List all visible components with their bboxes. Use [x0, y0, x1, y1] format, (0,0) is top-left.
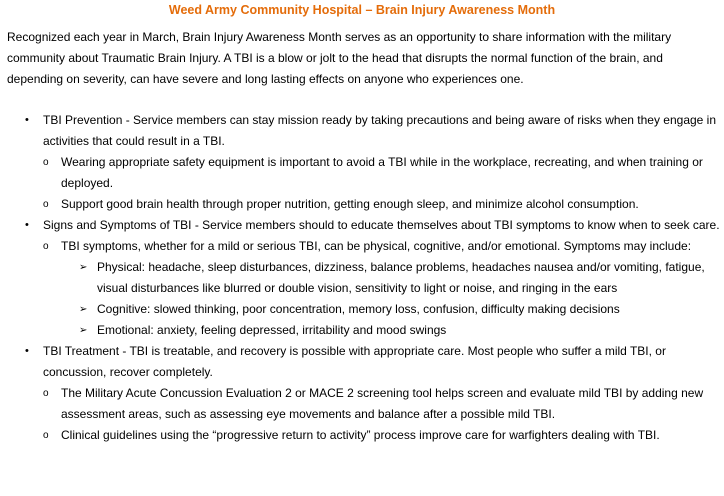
sub-bullet-list [43, 236, 720, 257]
bullet-text: TBI Prevention - Service members can stay mission ready by taking precautions and being aware of risks when they engage in activities that could result in a TBI. [43, 113, 717, 148]
symptom-list [43, 257, 720, 341]
sub-bullet-list [43, 152, 720, 215]
sub-bullet-marker: o [43, 430, 49, 441]
sub-bullet-text: Clinical guidelines using the “progressive return to activity” process improve care for warfighters dealing with TBI. [61, 428, 660, 442]
arrow-bullet-icon: ➢ [79, 304, 88, 315]
symptom-text: Emotional: anxiety, feeling depressed, irritability and mood swings [97, 323, 447, 337]
bullet-item-treatment [7, 341, 724, 446]
sub-bullet-marker: o [43, 241, 49, 252]
bullet-marker: • [25, 219, 29, 231]
bullet-text: Signs and Symptoms of TBI - Service members should to educate themselves about TBI symptoms to know when to seek care. [43, 218, 720, 232]
symptom-text: Cognitive: slowed thinking, poor concentration, memory loss, confusion, difficulty making decisions [97, 302, 620, 316]
sub-bullet-item [43, 236, 720, 257]
bullet-item-symptoms [7, 215, 724, 341]
bullet-marker: • [25, 114, 29, 126]
bullet-text: TBI Treatment - TBI is treatable, and recovery is possible with appropriate care. Most people who suffer a mild TBI, or concussion, recover completely. [43, 344, 666, 379]
symptom-item-cognitive [43, 299, 720, 320]
document-title: Weed Army Community Hospital – Brain Injury Awareness Month [168, 3, 556, 17]
sub-bullet-marker: o [43, 388, 49, 399]
sub-bullet-item [43, 194, 720, 215]
sub-bullet-text: TBI symptoms, whether for a mild or serious TBI, can be physical, cognitive, and/or emotional. Symptoms may include: [61, 239, 692, 253]
sub-bullet-text: Wearing appropriate safety equipment is important to avoid a TBI while in the workplace, recreating, and when training or deployed. [61, 155, 703, 190]
arrow-bullet-icon: ➢ [79, 325, 88, 336]
sub-bullet-item [43, 425, 720, 446]
main-bullet-list [7, 110, 724, 446]
symptom-item-physical [43, 257, 720, 299]
bullet-item-prevention [7, 110, 724, 215]
sub-bullet-marker: o [43, 199, 49, 210]
sub-bullet-text: Support good brain health through proper nutrition, getting enough sleep, and minimize alcohol consumption. [61, 197, 639, 211]
sub-bullet-item [43, 383, 720, 425]
symptom-text: Physical: headache, sleep disturbances, dizziness, balance problems, headaches nausea and/or vomiting, fatigue, visual disturbances like blurred or double vision, sensitivity to light or noise, and ringing in the ears [97, 260, 705, 295]
arrow-bullet-icon: ➢ [79, 262, 88, 273]
intro-paragraph: Recognized each year in March, Brain Injury Awareness Month serves as an opportunity to share information with the military community about Traumatic Brain Injury. A TBI is a blow or jolt to the head that disrupts the normal function of the brain, and depending on severity, can have severe and long lasting effects on anyone who experiences one. [7, 30, 672, 86]
sub-bullet-item [43, 152, 720, 194]
symptom-item-emotional [43, 320, 720, 341]
bullet-marker: • [25, 345, 29, 357]
sub-bullet-list [43, 383, 720, 446]
sub-bullet-marker: o [43, 157, 49, 168]
sub-bullet-text: The Military Acute Concussion Evaluation 2 or MACE 2 screening tool helps screen and evaluate mild TBI by adding new assessment areas, such as assessing eye movements and balance after a possible mild TBI. [61, 386, 704, 421]
